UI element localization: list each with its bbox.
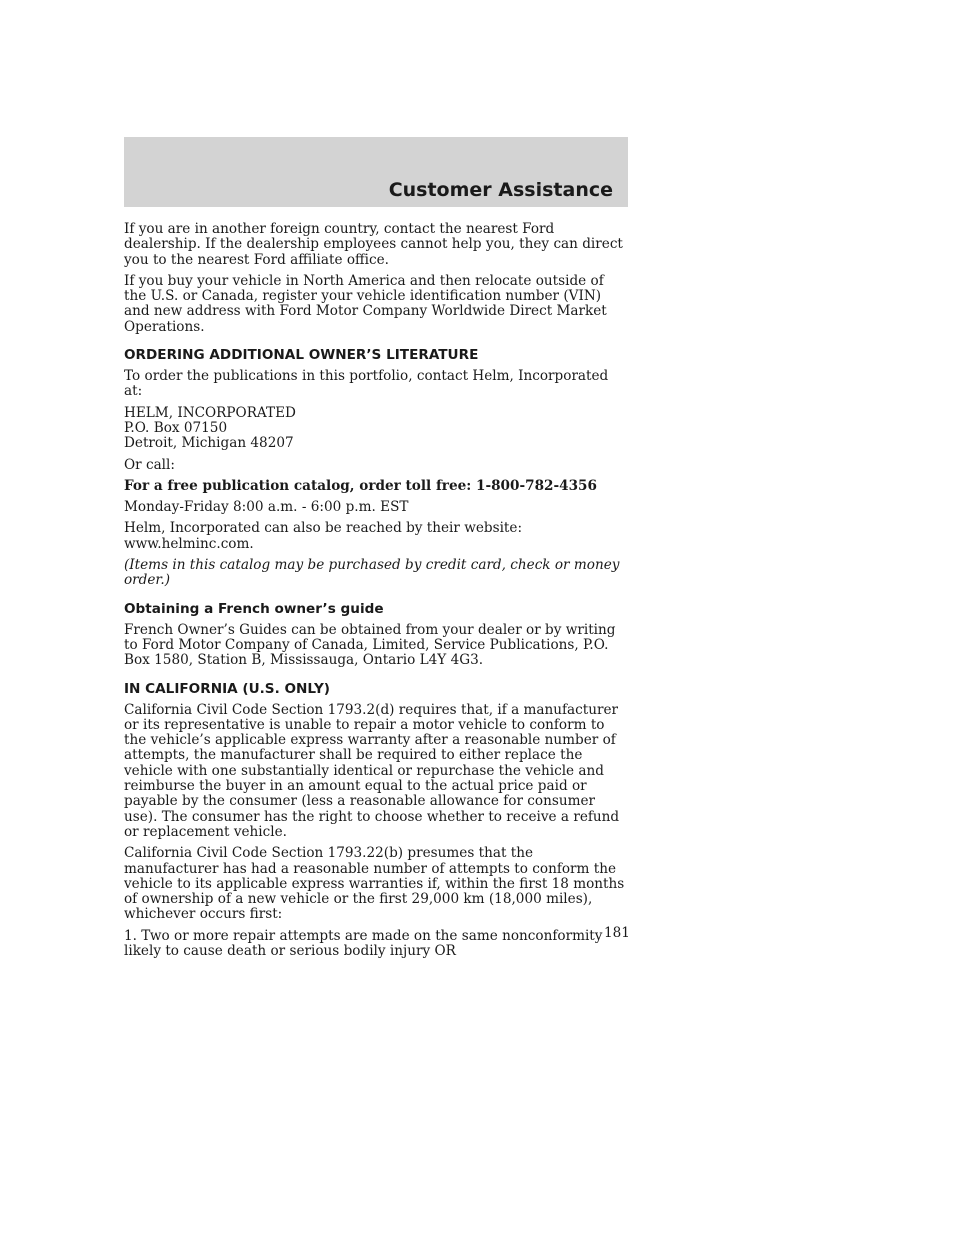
- paragraph-foreign-country: If you are in another foreign country, contact the nearest Ford dealership. If the dealership employees cannot help you, they can direct you to the nearest Ford affiliate office.: [124, 221, 623, 268]
- california-paragraph-2: California Civil Code Section 1793.22(b) presumes that the manufacturer has had a reasonable number of attempts to conform the vehicle to its applicable express warranties if, within the first 18 months of ownership of a new vehicle or the first 29,000 km (18,000 miles), whichever occurs first:: [124, 845, 625, 923]
- heading-french-guide: Obtaining a French owner’s guide: [124, 600, 384, 617]
- page-content: [124, 222, 630, 965]
- address-line: HELM, INCORPORATED: [124, 404, 296, 421]
- address-line: Detroit, Michigan 48207: [124, 435, 294, 452]
- literature-intro: To order the publications in this portfolio, contact Helm, Incorporated at:: [124, 368, 609, 400]
- paragraph-relocate: If you buy your vehicle in North America and then relocate outside of the U.S. or Canada, register your vehicle identification number (VIN) and new address with Ford Motor Company Worldwide Direct Market Operations.: [124, 272, 607, 335]
- heading-california: IN CALIFORNIA (U.S. ONLY): [124, 680, 331, 697]
- french-guide-text: French Owner’s Guides can be obtained from your dealer or by writing to Ford Motor Company of Canada, Limited, Service Publications, P.O. Box 1580, Station B, Mississauga, Ontario L4Y 4G3.: [124, 621, 616, 669]
- business-hours: Monday-Friday 8:00 a.m. - 6:00 p.m. EST: [124, 499, 409, 516]
- address-line: P.O. Box 07150: [124, 419, 228, 436]
- page-number: 181: [604, 925, 630, 941]
- california-paragraph-1: California Civil Code Section 1793.2(d) requires that, if a manufacturer or its representative is unable to repair a motor vehicle to conform to the vehicle’s applicable express warranty after a reasonable number of attempts, the manufacturer shall be required to either replace the vehicle with one substantially identical or repurchase the vehicle and reimburse the buyer in an amount equal to the actual price paid or payable by the consumer (less a reasonable allowance for consumer use). The consumer has the right to choose whether to receive a refund or replacement vehicle.: [124, 701, 620, 840]
- helm-address: [124, 406, 630, 452]
- toll-free-number: For a free publication catalog, order toll free: 1-800-782-4356: [124, 477, 597, 494]
- heading-ordering-literature: ORDERING ADDITIONAL OWNER’S LITERATURE: [124, 347, 479, 364]
- header-band: [124, 137, 628, 207]
- website-text: Helm, Incorporated can also be reached by their website: www.helminc.com.: [124, 520, 523, 552]
- california-item-1: 1. Two or more repair attempts are made on the same nonconformity likely to cause death or serious bodily injury OR: [124, 927, 603, 959]
- page-title: Customer Assistance: [388, 179, 613, 201]
- payment-note: (Items in this catalog may be purchased by credit card, check or money order.): [124, 557, 620, 589]
- or-call-text: Or call:: [124, 456, 175, 473]
